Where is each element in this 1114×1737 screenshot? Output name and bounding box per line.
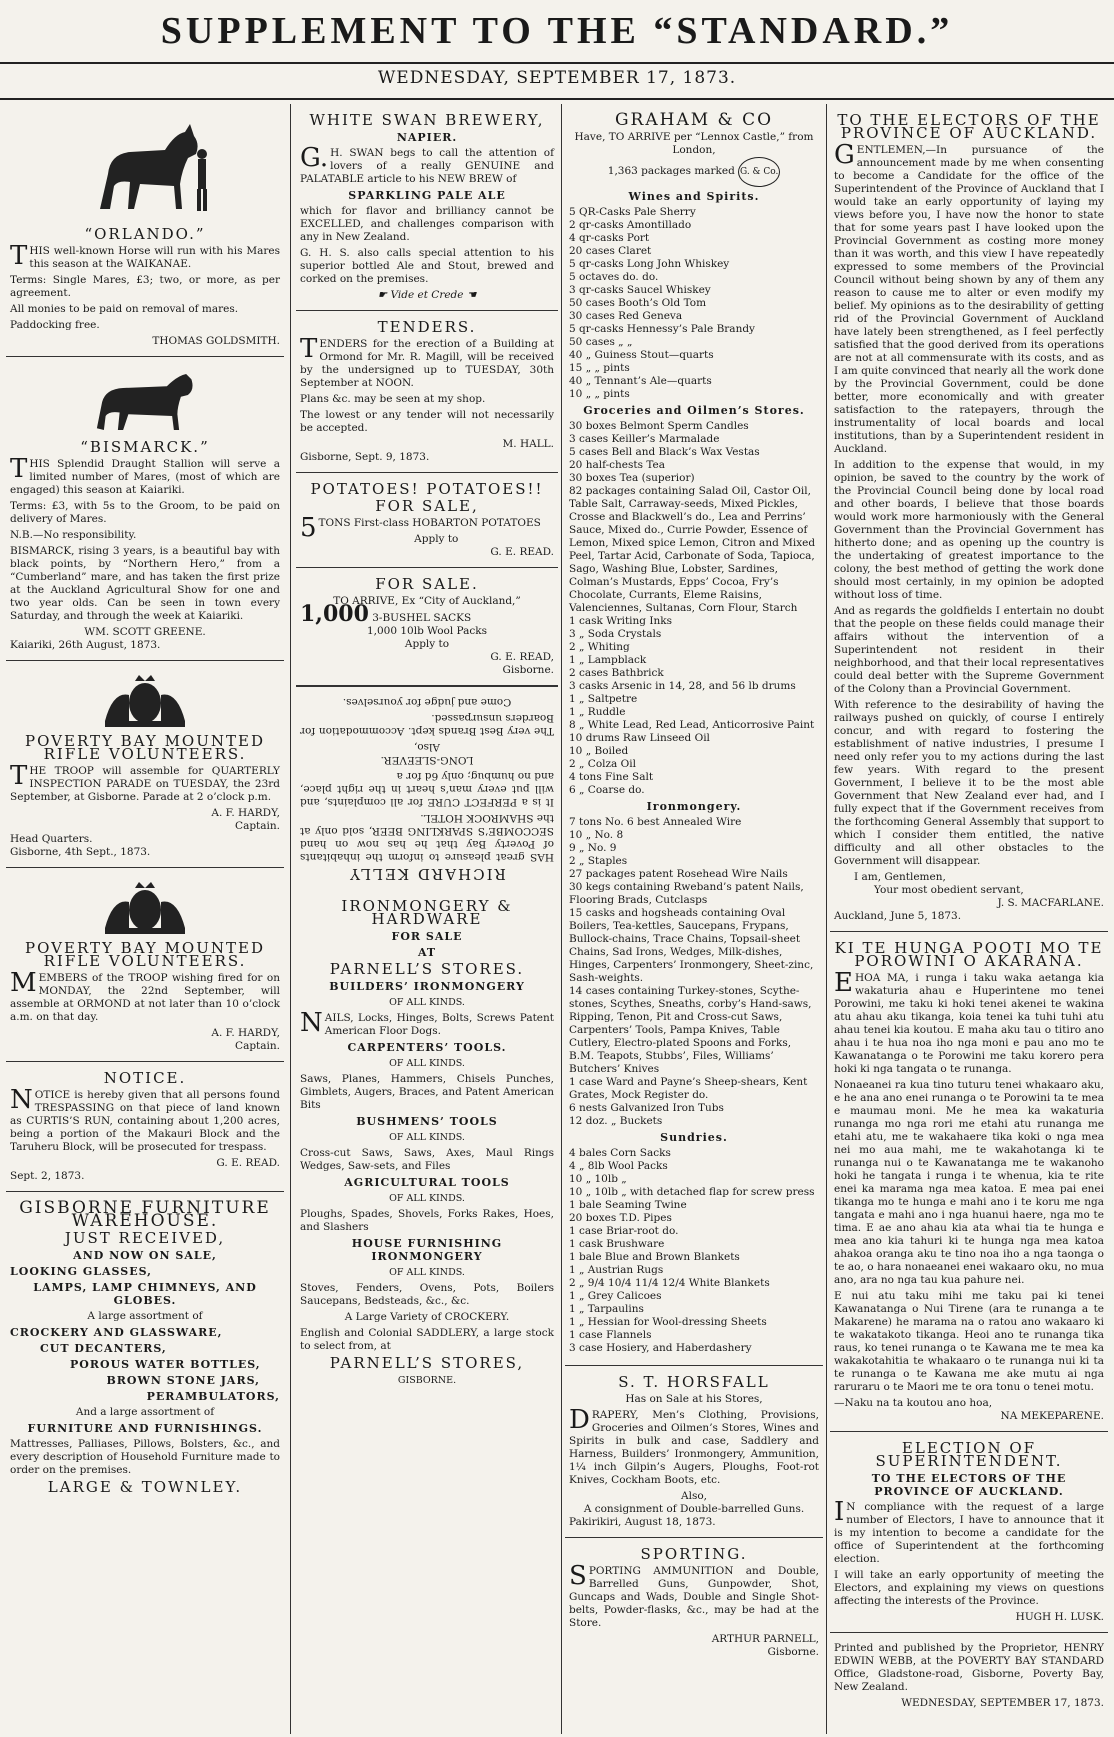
maori-p3: E nui atu taku mihi me taku pai ki tenei Kawanatanga o Nui Tirene (ara te runanga a te Makarene) he marama na o ratou ano wakaaro ki te wakatakoto tikanga. Heoi ano te runanga tika raus, ko tenei runanga o te Kawana me te mea ka wakakotahitia te whakaaro o te runanga nui ki ta te runanga o te Kawana me ake mutu ai nga raruraru o te Maori me te ora tonu o tenei motu. [834, 1290, 1104, 1393]
bismarck-terms: Terms: £3, with 5s to the Groom, to be paid on delivery of Mares. [10, 500, 280, 525]
list-item: 1 case Ward and Payne’s Sheep-shears, Kent Grates, Mock Register do. [569, 1076, 808, 1101]
list-item: 15 casks and hogsheads containing Oval Boilers, Tea-kettles, Saucepans, Frypans, Bullock-chains, Trace Chains, Topsail-sheet Chains, Sad Irons, Wedges, Milk-dishes, Hinges, Carpenters’ Ironmongery, Sheet-zinc, Sash-weights. [569, 907, 814, 984]
iron-store: PARNELL’S STORES. [329, 960, 525, 978]
sacks-title: FOR SALE. [375, 575, 479, 593]
kelly-ad-inverted [296, 686, 558, 890]
iron-at: AT [417, 946, 437, 959]
imprint-date: WEDNESDAY, SEPTEMBER 17, 1873. [901, 1697, 1104, 1709]
list-item: 1 „ Ruddle [569, 706, 626, 718]
election-p2: I will take an early opportunity of meeting the Electors, and explaining my views on questions affecting the interests of the Province. [834, 1569, 1104, 1607]
rifle-rank-2: Captain. [235, 1040, 280, 1052]
graham-ad [565, 104, 823, 1366]
furniture-l4: CROCKERY AND GLASSWARE, [10, 1326, 223, 1339]
bismarck-desc: BISMARCK, rising 3 years, is a beautiful bay with black points, by “Northern Hero,” from a “Cumberland” mare, and has taken the first prize at the Auckland Agricultural Show for one and two year olds. Can be seen in town every Saturday, and through the week at Kaiariki. [10, 545, 280, 622]
list-item: 1 „ Lampblack [569, 654, 647, 666]
list-item: 10 drums Raw Linseed Oil [569, 732, 710, 744]
furniture-h1: JUST RECEIVED, [64, 1229, 226, 1247]
tenders-text: TENDERS for the erection of a Building at Ormond for Mr. R. Magill, will be received by the undersigned up to TUESDAY, 30th September at NOON. [300, 334, 554, 389]
list-item: 2 „ Staples [569, 855, 628, 867]
electors-p3: And as regards the goldfields I entertain no doubt that the people on these fields could manage their affairs without the intervention of a Superintendent not resident in their neighborhood, and that their local representatives could deal better with the Supreme Government of the Colony than a Provincial Government. [834, 605, 1104, 695]
sacks-ad [296, 568, 558, 686]
column-divider [561, 104, 562, 1734]
rifle-rank-1: Captain. [235, 820, 280, 832]
maori-p1: EHOA MA, i runga i taku waka aetanga kia wakaturia ahau e Huperintene mo tenei Porowini, me taku ki hoki tenei akenei te wakina atu ahau aku tikanga, koia tenei ka tuhi tuhi atu ahau tenei kia koutou. E maha aku tau o titiro ano ahau i te hua noa iho nga moni e pau ano mo te Kawanatanga o te Porowini me taku korero pera hoki ki nga tangata o te runanga. [834, 968, 1104, 1075]
masthead-rule [0, 62, 1114, 64]
list-item: 1 cask Writing Inks [569, 615, 673, 627]
sacks-label: 3-BUSHEL SACKS [372, 612, 472, 624]
swan-text: G.H. SWAN begs to call the attention of lovers of a really GENUINE and PALATABLE article to his NEW BREW of [300, 143, 554, 185]
sacks-arrive: TO ARRIVE, Ex “City of Auckland,” [333, 595, 521, 607]
macfarlane-address [830, 104, 1108, 932]
swan-motto: ☛ Vide et Crede ☚ [377, 289, 477, 301]
potatoes-sign: G. E. READ. [490, 546, 554, 558]
sacks-wool: 1,000 10lb Wool Packs [366, 625, 488, 637]
iron-all-5: OF ALL KINDS. [389, 1267, 465, 1278]
kelly-cure: It is a PERFECT CURE for all complaints, and will put every man’s heart in the right place, and no humbug; only 6d for a [300, 770, 554, 808]
iron-title: IRONMONGERY & HARDWARE [341, 897, 513, 928]
furniture-l10: FURNITURE AND FURNISHINGS. [27, 1422, 263, 1435]
furniture-l11: Mattresses, Palliases, Pillows, Bolsters, &c., and every description of Household Furniture made to order on the premises. [10, 1438, 280, 1476]
list-item: 1 „ Hessian for Wool-dressing Sheets [569, 1316, 767, 1328]
list-item: 3 cases Keiller’s Marmalade [569, 433, 720, 445]
furniture-l8: PERAMBULATORS, [146, 1390, 280, 1403]
notice-sign: G. E. READ. [216, 1157, 280, 1169]
dateline-rule [0, 98, 1114, 100]
list-item: 20 cases Claret [569, 245, 652, 257]
list-item: 10 „ 10lb „ [569, 1173, 627, 1185]
list-item: 5 octaves do. do. [569, 271, 659, 283]
column-2 [296, 104, 558, 1734]
list-item: 20 boxes T.D. Pipes [569, 1212, 672, 1224]
bismarck-place: Kaiariki, 26th August, 1873. [10, 639, 161, 651]
iron-s4: AGRICULTURAL TOOLS [344, 1176, 510, 1189]
bismarck-nb: N.B.—No responsibility. [10, 529, 137, 541]
list-item: 10 „ 10lb „ with detached flap for screw press [569, 1186, 815, 1198]
swan-text3: G. H. S. also calls special attention to his superior bottled Ale and Stout, brewed and corked on the premises. [300, 247, 554, 285]
electors-p2: In addition to the expense that would, in my opinion, be saved to the country by the work of the Provincial Council being done by local road and other boards, I believe that those boards would work more harmoniously with the General Government than the Provincial Government has hitherto done; and as opening up the country is the undertaking of greatest importance to the colony, the best method of getting the work done should most certainly, in my opinion be adopted without loss of time. [834, 459, 1104, 601]
election-title: ELECTION OF SUPERINTENDENT. [875, 1439, 1063, 1470]
tenders-sign: M. HALL. [502, 438, 554, 450]
furniture-l1: LOOKING GLASSES, [10, 1265, 152, 1278]
graham-packages: 1,363 packages marked [607, 165, 735, 177]
rifle-text-2: MEMBERS of the TROOP wishing fired for on MONDAY, the 22nd September, will assemble at ORMOND at not later than 10 o’clock a.m. on that day. [10, 968, 280, 1023]
swan-text2: which for flavor and brilliancy cannot be EXCELLED, and challenges comparison with any in New Zealand. [300, 205, 554, 243]
horsfall-title: S. T. HORSFALL [618, 1373, 770, 1391]
list-item: 5 qr-casks Long John Whiskey [569, 258, 730, 270]
royal-crest-icon [95, 878, 195, 938]
electors-sign: J. S. MACFARLANE. [997, 897, 1104, 909]
list-item: 1 cask Brushware [569, 1238, 665, 1250]
potatoes-title: POTATOES! POTATOES!! [310, 480, 544, 498]
graham-title: GRAHAM & CO [614, 110, 774, 130]
electors-title: TO THE ELECTORS OF THE PROVINCE OF AUCKLAND. [837, 111, 1101, 142]
potatoes-ad [296, 473, 558, 568]
election-sign: HUGH H. LUSK. [1015, 1611, 1104, 1623]
furniture-sign: LARGE & TOWNLEY. [47, 1478, 243, 1496]
kelly-judge: Come and judge for yourselves. [342, 696, 512, 708]
iron-s3-text: Cross-cut Saws, Saws, Axes, Maul Rings Wedges, Saw-sets, and Files [300, 1147, 554, 1172]
notice-text: NOTICE is hereby given that all persons found TRESPASSING on that piece of land known as CURTIS’S RUN, containing about 1,200 acres, being a portion of the Makauri Block and the Taruheru Block, will be prosecuted for trespass. [10, 1085, 280, 1153]
tenders-lowest: The lowest or any tender will not necessarily be accepted. [300, 409, 554, 434]
tenders-place: Gisborne, Sept. 9, 1873. [300, 451, 430, 463]
election-p1: IN compliance with the request of a large number of Electors, I have to announce that it is my intention to become a candidate for the office of Superintendent at the forthcoming election. [834, 1497, 1104, 1565]
iron-sale: FOR SALE [391, 930, 463, 943]
electors-p4: With reference to the desirability of having the railways pushed on quickly, of course I entirely concur, and with regard to fostering the establishment of native industries, I presume I need only refer you to my actions during the last few years. With regard to the present Government, I believe it to be the most able Government that New Zealand ever had, and I fully expect that if the Government receives from the forthcoming General Assembly that support to which I consider them entitled, the native difficulty and all other obstacles to the Government will disappear. [834, 699, 1104, 867]
iron-s3: BUSHMENS’ TOOLS [356, 1115, 498, 1128]
groceries-list [569, 420, 819, 797]
potatoes-apply: Apply to [414, 533, 459, 545]
sporting-ad [565, 1538, 823, 1667]
potatoes-text: 5TONS First-class HOBARTON POTATOES [300, 513, 541, 543]
orlando-paddock: Paddocking free. [10, 319, 100, 331]
sundries-heading: Sundries. [660, 1131, 728, 1144]
list-item: 15 „ „ pints [569, 362, 630, 374]
imprint-text: Printed and published by the Proprietor, HENRY EDWIN WEBB, at the POVERTY BAY STANDARD Office, Gladstone-road, Gisborne, Poverty Bay, New Zealand. [834, 1642, 1104, 1693]
furniture-l6: POROUS WATER BOTTLES, [70, 1358, 261, 1371]
iron-s5-text: Stoves, Fenders, Ovens, Pots, Boilers Saucepans, Bedsteads, &c., &c. [300, 1282, 554, 1307]
sacks-sign: G. E. READ, [490, 651, 554, 663]
rifle-text-1: THE TROOP will assemble for QUARTERLY INSPECTION PARADE on TUESDAY, the 23rd September, at Gisborne. Parade at 2 o’clock p.m. [10, 761, 280, 803]
electors-p1: GENTLEMEN,—In pursuance of the announcement made by me when consenting to become a Candidate for the office of the Superintendent of the Province of Auckland that I would take an early opportunity of laying my views before you, I have now the honor to state that for some years past I have looked upon the Provincial Government as costing more money than it was worth, and this view I have repeatedly expressed to some members of the Provincial Council without being shown by any of them any reason to cause me to alter or even modify my belief. My opinions as to the desirability of getting rid of the Provincial Government of Auckland have lately been strengthened, as I feel perfectly satisfied that the good derived from its operations are not at all commensurate with its costs, and as I am quite convinced that nearly all the work done by the Provincial Government, could be done better, more economically and with greater satisfaction to the ratepayers, through the instrumentality of local boards and local institutions, than by a Superintendent resident in Auckland. [834, 140, 1104, 455]
furniture-title: GISBORNE FURNITURE WAREHOUSE. [19, 1198, 271, 1231]
list-item: 5 QR-Casks Pale Sherry [569, 206, 696, 218]
rifle-sign-2: A. F. HARDY, [211, 1027, 280, 1039]
rifle-notice-1 [6, 661, 284, 868]
sporting-text: SPORTING AMMUNITION and Double, Barrelled Guns, Gunpowder, Shot, Guncaps and Wads, Double and Single Shot-belts, Powder-flasks, &c., may be had at the Store. [569, 1561, 819, 1629]
electors-close2: Your most obedient servant, [874, 884, 1024, 896]
list-item: 4 tons Fine Salt [569, 771, 654, 783]
furniture-l5: CUT DECANTERS, [40, 1342, 167, 1355]
bismarck-title: “BISMARCK.” [80, 438, 210, 456]
horsfall-ad [565, 1366, 823, 1538]
column-4 [830, 104, 1108, 1734]
list-item: 6 „ Coarse do. [569, 784, 645, 796]
kelly-name: RICHARD KELLY [348, 865, 506, 883]
kelly-also: Also, [414, 741, 440, 753]
iron-crockery: A Large Variety of CROCKERY. [344, 1311, 510, 1323]
maori-sign: NA MEKEPARENE. [1000, 1410, 1104, 1422]
orlando-title: “ORLANDO.” [84, 225, 206, 243]
maori-address [830, 932, 1108, 1432]
list-item: 1 „ Tarpaulins [569, 1303, 644, 1315]
column-divider [826, 104, 827, 1734]
iron-s2: CARPENTERS’ TOOLS. [347, 1041, 507, 1054]
furniture-l3: A large assortment of [87, 1310, 203, 1322]
list-item: 1 „ Grey Calicoes [569, 1290, 662, 1302]
furniture-l7: BROWN STONE JARS, [106, 1374, 260, 1387]
ironmongery-ad [296, 890, 558, 1395]
bismarck-text: THIS Splendid Draught Stallion will serve a limited number of Mares, (most of which are engaged) this season at Kaiariki. [10, 454, 280, 496]
orlando-ad [6, 104, 284, 357]
column-3 [565, 104, 823, 1734]
electors-close1: I am, Gentlemen, [854, 871, 946, 883]
rifle-place-1: Gisborne, 4th Sept., 1873. [10, 846, 151, 858]
list-item: 3 „ Soda Crystals [569, 628, 662, 640]
list-item: 27 packages patent Rosehead Wire Nails [569, 868, 788, 880]
list-item: 14 cases containing Turkey-stones, Scythe-stones, Scythes, Sneaths, corby’s Hand-saws, Ripping, Tenon, Pit and Cross-cut Saws, Carpenters’ Tools, Pampa Knives, Table Cutlery, Electro-plated Spoons and Forks, B.M. Teapots, Stubbs’, Files, Williams’ Butchers’ Knives [569, 985, 812, 1075]
list-item: 1 „ Saltpetre [569, 693, 638, 705]
horsfall-guns: A consignment of Double-barrelled Guns. [583, 1503, 805, 1515]
list-item: 2 qr-casks Amontillado [569, 219, 692, 231]
swan-title: WHITE SWAN BREWERY, [309, 111, 545, 129]
iron-s4-text: Ploughs, Spades, Shovels, Forks Rakes, Hoes, and Slashers [300, 1208, 554, 1233]
graham-arrive: Have, TO ARRIVE per “Lennox Castle,” from London, [574, 131, 814, 156]
potatoes-sale: FOR SALE, [375, 497, 479, 515]
list-item: 7 tons No. 6 best Annealed Wire [569, 816, 742, 828]
groceries-heading: Groceries and Oilmen’s Stores. [583, 404, 805, 417]
list-item: 30 boxes Tea (superior) [569, 472, 695, 484]
iron-place: GISBORNE. [397, 1375, 457, 1386]
tenders-ad [296, 311, 558, 473]
bismarck-signature: WM. SCOTT GREENE. [84, 626, 206, 638]
rifle-hq: Head Quarters. [10, 833, 93, 845]
list-item: 3 qr-casks Saucel Whiskey [569, 284, 711, 296]
list-item: 82 packages containing Salad Oil, Castor Oil, Table Salt, Carraway-seeds, Mixed Pickles, Crosse and Blackwell’s do., Lea and Perrins’ Sauce, Mixed do., Currie Powder, Essence of Lemon, Mixed spice Lemon, Citron and Mixed Peel, Tartar Acid, Carbonate of Soda, Tapioca, Sago, Washing Blue, Lobster, Sardines, Colman’s Mustards, Epps’ Cocoa, Fry’s Chocolate, Currants, Eleme Raisins, Valenciennes, Sultanas, Corn Flour, Starch [569, 485, 816, 614]
horsfall-text: DRAPERY, Men’s Clothing, Provisions, Groceries and Oilmen’s Stores, Wines and Spirits in bulk and case, Saddlery and Harness, Builders’ Ironmongery, Ammunition, 1¼ inch Gilpin’s Augers, Ploughs, Foot-rot Knives, Cockham Boots, etc. [569, 1405, 819, 1486]
swan-place: NAPIER. [396, 131, 458, 144]
list-item: 2 „ 9/4 10/4 11/4 12/4 White Blankets [569, 1277, 770, 1289]
list-item: 1 „ Austrian Rugs [569, 1264, 664, 1276]
swan-motto-text: Vide et Crede [390, 289, 464, 301]
list-item: 12 doz. „ Buckets [569, 1115, 663, 1127]
royal-crest-icon [95, 671, 195, 731]
list-item: 1 bale Blue and Brown Blankets [569, 1251, 740, 1263]
rifle-notice-2 [6, 868, 284, 1062]
iron-s1: BUILDERS’ IRONMONGERY [329, 980, 525, 993]
bismarck-ad [6, 357, 284, 661]
list-item: 10 „ No. 8 [569, 829, 624, 841]
list-item: 5 cases Bell and Black’s Wax Vestas [569, 446, 760, 458]
sundries-list [569, 1147, 819, 1355]
column-divider [290, 104, 291, 1734]
orlando-signature: THOMAS GOLDSMITH. [152, 335, 280, 347]
draught-horse-illustration [70, 367, 220, 437]
furniture-l9: And a large assortment of [75, 1406, 215, 1418]
furniture-ad [6, 1192, 284, 1506]
list-item: 1 case Flannels [569, 1329, 652, 1341]
electors-place: Auckland, June 5, 1873. [834, 910, 962, 922]
maori-close: —Naku na ta koutou ano hoa, [834, 1397, 993, 1409]
list-item: 1 case Briar-root do. [569, 1225, 679, 1237]
list-item: 1 bale Seaming Twine [569, 1199, 687, 1211]
wines-heading: Wines and Spirits. [628, 190, 760, 203]
list-item: 3 case Hosiery, and Haberdashery [569, 1342, 752, 1354]
horsfall-sub: Has on Sale at his Stores, [625, 1393, 763, 1405]
lusk-election [830, 1432, 1108, 1633]
sacks-number: 1,000 [300, 601, 369, 627]
sporting-sign: ARTHUR PARNELL, [711, 1633, 819, 1645]
orlando-removal: All monies to be paid on removal of mares. [10, 303, 239, 315]
dateline: WEDNESDAY, SEPTEMBER 17, 1873. [377, 68, 737, 88]
wines-list [569, 206, 819, 401]
swan-ale: SPARKLING PALE ALE [348, 189, 506, 202]
notice-title: NOTICE. [103, 1069, 187, 1087]
rifle-title-2: POVERTY BAY MOUNTED RIFLE VOLUNTEERS. [25, 939, 265, 970]
rifle-sign-1: A. F. HARDY, [211, 807, 280, 819]
maori-title: KI TE HUNGA POOTI MO TE POROWINI O AKARANA. [834, 939, 1104, 970]
iron-s1-text: NAILS, Locks, Hinges, Bolts, Screws Patent American Floor Dogs. [300, 1008, 554, 1038]
kelly-brands: The very Best Brands kept. Accommodation for Boarders unsurpassed. [300, 712, 554, 737]
iron-s5: HOUSE FURNISHING IRONMONGERY [351, 1237, 503, 1263]
rifle-title-1: POVERTY BAY MOUNTED RIFLE VOLUNTEERS. [25, 732, 265, 763]
orlando-text: THIS well-known Horse will run with his Mares this season at the WAIKANAE. [10, 241, 280, 271]
list-item: 50 cases Booth’s Old Tom [569, 297, 707, 309]
iron-s2-text: Saws, Planes, Hammers, Chisels Punches, Gimblets, Augers, Braces, and Patent American Bits [300, 1073, 554, 1111]
kelly-text: HAS great pleasure to inform the inhabitants of Poverty Bay that he has now on hand SECCOMBE’S SPARKLING BEER, sold only at the SHAMROCK HOTEL. [300, 812, 554, 863]
tenders-plans: Plans &c. may be seen at my shop. [300, 393, 486, 405]
iron-saddlery: English and Colonial SADDLERY, a large stock to select from, at [300, 1327, 554, 1352]
sacks-apply: Apply to [404, 638, 450, 650]
iron-store-2: PARNELL’S STORES, [329, 1354, 525, 1372]
tenders-title: TENDERS. [377, 318, 477, 336]
sacks-place: Gisborne. [502, 664, 554, 676]
swan-brewery-ad [296, 104, 558, 311]
ironmongery-list [569, 816, 819, 1128]
list-item: 3 casks Arsenic in 14, 28, and 56 lb drums [569, 680, 796, 692]
list-item: 4 qr-casks Port [569, 232, 650, 244]
horse-illustration [70, 114, 220, 224]
graham-mark-icon: G. & Co. [738, 157, 780, 187]
list-item: 30 boxes Belmont Sperm Candles [569, 420, 749, 432]
list-item: 2 cases Bathbrick [569, 667, 664, 679]
imprint [830, 1633, 1108, 1718]
election-sub: TO THE ELECTORS OF THE PROVINCE OF AUCKLAND. [871, 1472, 1067, 1498]
list-item: 4 „ 8lb Wool Packs [569, 1160, 668, 1172]
list-item: 40 „ Tennant’s Ale—quarts [569, 375, 712, 387]
list-item: 5 qr-casks Hennessy’s Pale Brandy [569, 323, 755, 335]
list-item: 8 „ White Lead, Red Lead, Anticorrosive Paint [569, 719, 815, 731]
kelly-sleever: LONG-SLEEVER. [380, 754, 474, 766]
furniture-h2: AND NOW ON SALE, [73, 1249, 217, 1262]
list-item: 4 bales Corn Sacks [569, 1147, 671, 1159]
orlando-terms: Terms: Single Mares, £3; two, or more, as per agreement. [10, 274, 280, 299]
list-item: 10 „ „ pints [569, 388, 630, 400]
list-item: 40 „ Guiness Stout—quarts [569, 349, 714, 361]
list-item: 50 cases „ „ [569, 336, 633, 348]
ironmongery-heading: Ironmongery. [646, 800, 742, 813]
iron-all-3: OF ALL KINDS. [389, 1132, 465, 1143]
masthead: SUPPLEMENT TO THE “STANDARD.” [160, 10, 954, 52]
list-item: 9 „ No. 9 [569, 842, 617, 854]
horsfall-also: Also, [681, 1490, 707, 1502]
list-item: 30 kegs containing Rweband’s patent Nails, Flooring Brads, Cutclasps [569, 881, 804, 906]
list-item: 30 cases Red Geneva [569, 310, 683, 322]
furniture-l2: LAMPS, LAMP CHIMNEYS, AND GLOBES. [33, 1281, 257, 1307]
list-item: 10 „ Boiled [569, 745, 629, 757]
list-item: 2 „ Whiting [569, 641, 630, 653]
iron-all-4: OF ALL KINDS. [389, 1193, 465, 1204]
trespass-notice [6, 1062, 284, 1192]
iron-all-1: OF ALL KINDS. [389, 997, 465, 1008]
maori-p2: Nonaeanei ra kua tino tuturu tenei whakaaro aku, e he ana ano enei runanga o te Porowini ta te mea e maumau moni. Me he mea ka wakaturia runanga mo nga rori me etahi atu runanga me etahi atu, me te wakahaere tika koki o nga mea nei mo aua mahi, me te wakahotanga ki te runanga nui o te Kawanatanga me te wakanoho hoki he tangata i runga i te whenua, kia te rite enei ka marama nga mea katoa. E mea pai enei tikanga mo te hunga e mahi ano i te koru me nga tangata e mahi ano i nga huanui haere, nga mo te tima. E ae ano ahau kia ata whai tia te hunga e mea ano kia tahuri ki te hunga nga mea katoa ahakoa oranga aku te tino noa iho a nga taonga o te ao, o hara nonaeanei enei wakaaro oku, no mua ano, ara no nga tau kua pahure nei. [834, 1079, 1104, 1286]
iron-all-2: OF ALL KINDS. [389, 1058, 465, 1069]
sporting-title: SPORTING. [640, 1545, 748, 1563]
list-item: 6 nests Galvanized Iron Tubs [569, 1102, 724, 1114]
horsfall-place: Pakirikiri, August 18, 1873. [569, 1516, 716, 1528]
column-1 [6, 104, 284, 1734]
notice-date: Sept. 2, 1873. [10, 1170, 85, 1182]
list-item: 20 half-chests Tea [569, 459, 665, 471]
sporting-place: Gisborne. [767, 1646, 819, 1658]
list-item: 2 „ Colza Oil [569, 758, 636, 770]
